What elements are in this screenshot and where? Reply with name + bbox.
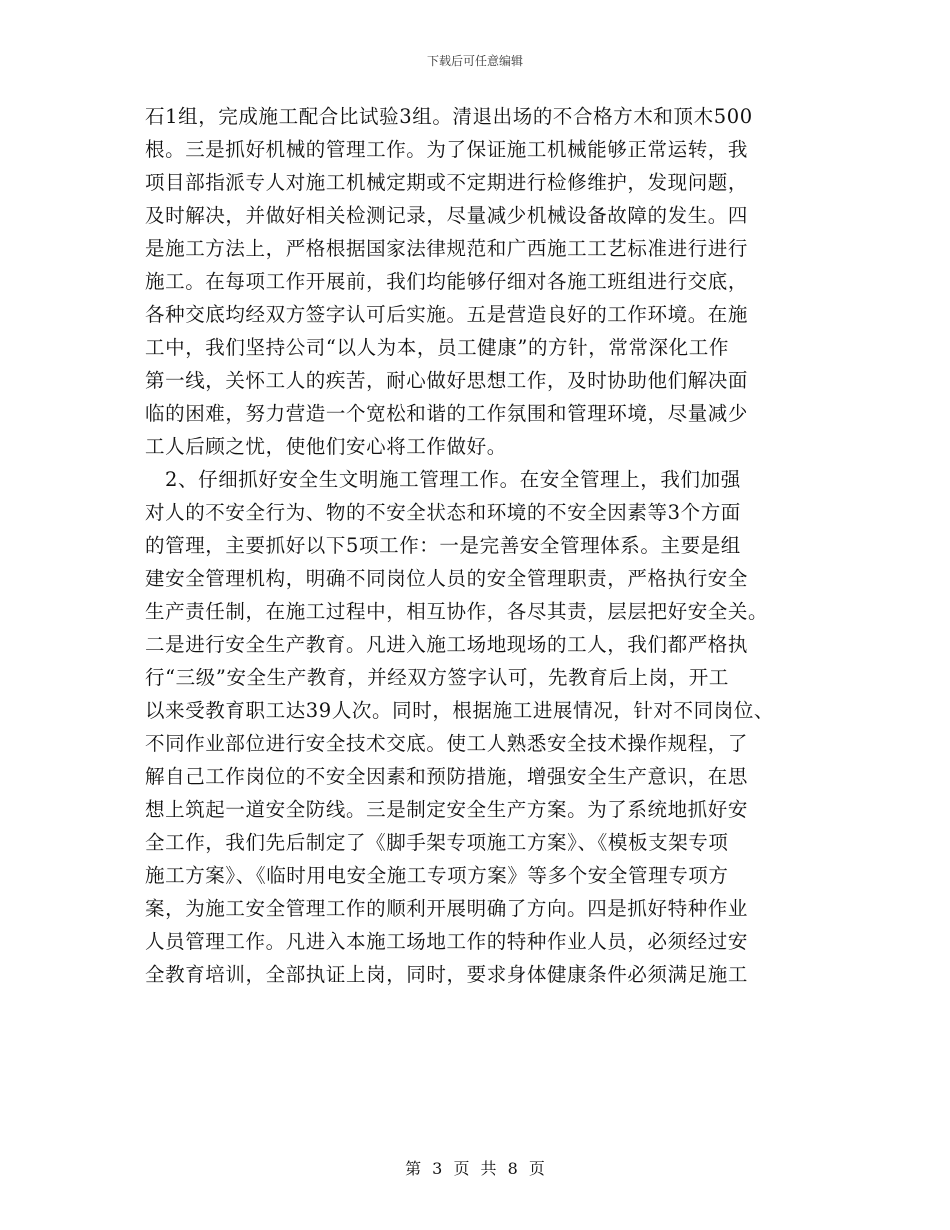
- text-line: 案，为施工安全管理工作的顺利开展明确了方向。四是抓好特种作业: [145, 897, 749, 920]
- text-line: 行“三级”安全生产教育，并经双方签字认可，先教育后上岗，开工: [145, 666, 729, 689]
- text-line: 工中，我们坚持公司“以人为本，员工健康”的方针，常常深化工作: [145, 336, 729, 359]
- text-line: 是施工方法上，严格根据国家法律规范和广西施工工艺标准进行进行: [145, 237, 749, 260]
- text-line: 全工作，我们先后制定了《脚手架专项施工方案》、《模板支架专项: [145, 831, 729, 854]
- text-line: 解自己工作岗位的不安全因素和预防措施，增强安全生产意识，在思: [145, 765, 749, 788]
- text-line: 对人的不安全行为、物的不安全状态和环境的不安全因素等3个方面: [145, 501, 741, 524]
- text-line: 施工方案》、《临时用电安全施工专项方案》等多个安全管理专项方: [145, 864, 729, 887]
- text-line: 想上筑起一道安全防线。三是制定安全生产方案。为了系统地抓好安: [145, 798, 749, 821]
- text-line: 及时解决，并做好相关检测记录，尽量减少机械设备故障的发生。四: [145, 204, 749, 227]
- text-line: 工人后顾之忧，使他们安心将工作做好。: [145, 435, 507, 458]
- document-body: [145, 100, 810, 991]
- text-line: 人员管理工作。凡进入本施工场地工作的特种作业人员，必须经过安: [145, 930, 749, 953]
- page-number: 第 3 页 共 8 页: [405, 1159, 545, 1178]
- text-line: 各种交底均经双方签字认可后实施。五是营造良好的工作环境。在施: [145, 303, 749, 326]
- text-line: 生产责任制，在施工过程中，相互协作，各尽其责，层层把好安全关。: [145, 600, 769, 623]
- text-line: 根。三是抓好机械的管理工作。为了保证施工机械能够正常运转，我: [145, 138, 749, 161]
- text-line: 不同作业部位进行安全技术交底。使工人熟悉安全技术操作规程，了: [145, 732, 749, 755]
- paragraph-start-line: 2、仔细抓好安全生文明施工管理工作。在安全管理上，我们加强: [165, 468, 741, 491]
- text-line: 临的困难，努力营造一个宽松和谐的工作氛围和管理环境，尽量减少: [145, 402, 749, 425]
- text-line: 施工。在每项工作开展前，我们均能够仔细对各施工班组进行交底，: [145, 270, 749, 293]
- text-line: 全教育培训，全部执证上岗，同时，要求身体健康条件必须满足施工: [145, 963, 749, 986]
- page-header: 下载后可任意编辑: [426, 54, 523, 68]
- text-line: 的管理，主要抓好以下5项工作：一是完善安全管理体系。主要是组: [145, 534, 741, 557]
- text-line: 建安全管理机构，明确不同岗位人员的安全管理职责，严格执行安全: [145, 567, 749, 590]
- text-line: 二是进行安全生产教育。凡进入施工场地现场的工人，我们都严格执: [145, 633, 749, 656]
- text-line: 石1组，完成施工配合比试验3组。清退出场的不合格方木和顶木500: [145, 105, 753, 128]
- text-line: 项目部指派专人对施工机械定期或不定期进行检修维护，发现问题，: [145, 171, 749, 194]
- text-line: 第一线，关怀工人的疾苦，耐心做好思想工作，及时协助他们解决面: [145, 369, 749, 392]
- text-line: 以来受教育职工达39人次。同时，根据施工进展情况，针对不同岗位、: [145, 699, 775, 722]
